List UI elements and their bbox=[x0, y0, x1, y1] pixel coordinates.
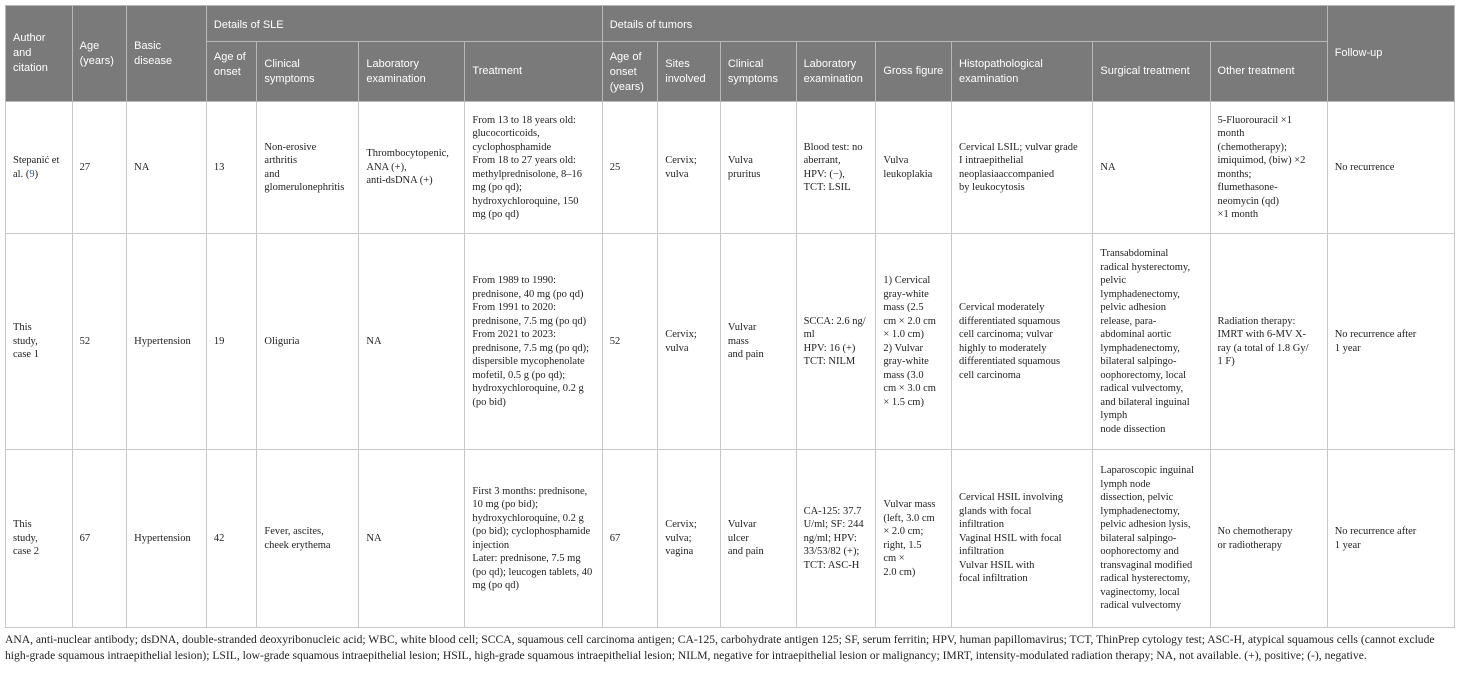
cell-sle-onset: 19 bbox=[206, 234, 256, 450]
cell-sle-onset: 13 bbox=[206, 102, 256, 234]
cell-sle-symptoms: Non-erosive arthritis and glomerulonephritis bbox=[257, 102, 359, 234]
cell-histopathology: Cervical LSIL; vulvar grade I intraepithelial neoplasiaaccompanied by leukocytosis bbox=[952, 102, 1093, 234]
cell-author: Stepanić et al. (9) bbox=[6, 102, 73, 234]
cell-sle-lab: NA bbox=[359, 450, 465, 628]
cell-tumor-lab: CA-125: 37.7 U/ml; SF: 244 ng/ml; HPV: 33/53/82 (+); TCT: ASC-H bbox=[796, 450, 876, 628]
cell-follow-up: No recurrence after 1 year bbox=[1327, 450, 1454, 628]
cell-sle-lab: Thrombocytopenic, ANA (+), anti-dsDNA (+) bbox=[359, 102, 465, 234]
table-row bbox=[6, 450, 1455, 628]
cell-follow-up: No recurrence after 1 year bbox=[1327, 234, 1454, 450]
cell-surgical: Laparoscopic inguinal lymph node dissection, pelvic lymphadenectomy, pelvic adhesion lysis, bilateral salpingo- oophorectomy and transvaginal modified radical hysterectomy, vaginectomy, local radical vulvectomy bbox=[1093, 450, 1210, 628]
cell-author: This study, case 2 bbox=[6, 450, 73, 628]
cell-tumor-symptoms: Vulva pruritus bbox=[720, 102, 796, 234]
cell-tumor-symptoms: Vulvar ulcer and pain bbox=[720, 450, 796, 628]
cell-basic-disease: Hypertension bbox=[127, 450, 207, 628]
cell-other-treatment: No chemotherapy or radiotherapy bbox=[1210, 450, 1327, 628]
header-sle-clinical-symptoms: Clinical symptoms bbox=[257, 42, 359, 102]
header-sle-treatment: Treatment bbox=[465, 42, 602, 102]
header-sle-laboratory-examination: Laboratory examination bbox=[359, 42, 465, 102]
cell-surgical: Transabdominal radical hysterectomy, pelvic lymphadenectomy, pelvic adhesion release, para- abdominal aortic lymphadenectomy, bilateral salpingo- oophorectomy, local radical vulvectomy, and bilateral inguinal lymph node dissection bbox=[1093, 234, 1210, 450]
cell-sle-onset: 42 bbox=[206, 450, 256, 628]
cell-gross-figure: Vulvar mass (left, 3.0 cm × 2.0 cm; right, 1.5 cm × 2.0 cm) bbox=[876, 450, 952, 628]
header-details-of-sle: Details of SLE bbox=[206, 6, 602, 42]
cell-sle-treatment: First 3 months: prednisone, 10 mg (po bid); hydroxychloroquine, 0.2 g (po bid); cyclophosphamide injection Later: prednisone, 7.5 mg (po qd); leucogen tablets, 40 mg (po qd) bbox=[465, 450, 602, 628]
header-tumor-age-of-onset: Age of onset (years) bbox=[602, 42, 658, 102]
cell-sle-symptoms: Fever, ascites, cheek erythema bbox=[257, 450, 359, 628]
cell-surgical: NA bbox=[1093, 102, 1210, 234]
cell-gross-figure: Vulva leukoplakia bbox=[876, 102, 952, 234]
header-other-treatment: Other treatment bbox=[1210, 42, 1327, 102]
cell-histopathology: Cervical moderately differentiated squamous cell carcinoma; vulvar highly to moderately differentiated squamous cell carcinoma bbox=[952, 234, 1093, 450]
cell-follow-up: No recurrence bbox=[1327, 102, 1454, 234]
cell-age: 27 bbox=[72, 102, 127, 234]
cell-age: 67 bbox=[72, 450, 127, 628]
cell-sle-treatment: From 1989 to 1990: prednisone, 40 mg (po qd) From 1991 to 2020: prednisone, 7.5 mg (po qd) From 2021 to 2023: prednisone, 7.5 mg (po qd); dispersible mycophenolate mofetil, 0.5 g (po qd); hydroxychloroquine, 0.2 g (po bid) bbox=[465, 234, 602, 450]
cell-sites: Cervix; vulva; vagina bbox=[658, 450, 721, 628]
header-details-of-tumors: Details of tumors bbox=[602, 6, 1327, 42]
case-comparison-table bbox=[5, 5, 1455, 628]
header-follow-up: Follow-up bbox=[1327, 6, 1454, 102]
cell-tumor-onset: 67 bbox=[602, 450, 658, 628]
header-tumor-sites-involved: Sites involved bbox=[658, 42, 721, 102]
header-histopathological-examination: Histopathological examination bbox=[952, 42, 1093, 102]
header-basic-disease: Basic disease bbox=[127, 6, 207, 102]
cell-sites: Cervix; vulva bbox=[658, 234, 721, 450]
cell-tumor-lab: SCCA: 2.6 ng/ ml HPV: 16 (+) TCT: NILM bbox=[796, 234, 876, 450]
table-footnote: ANA, anti-nuclear antibody; dsDNA, double-stranded deoxyribonucleic acid; WBC, white blood cell; SCCA, squamous cell carcinoma antigen; CA-125, carbohydrate antigen 125; SF, serum ferritin; HPV, human papillomavirus; TCT, ThinPrep cytology test; ASC-H, atypical squamous cells (cannot exclude high-grade squamous intraepithelial lesion); LSIL, low-grade squamous intraepithelial lesion; HSIL, high-grade squamous intraepithelial lesion; NILM, negative for intraepithelial lesion or malignancy; IMRT, intensity-modulated radiation therapy; NA, not available. (+), positive; (-), negative. bbox=[5, 633, 1435, 662]
cell-basic-disease: Hypertension bbox=[127, 234, 207, 450]
cell-other-treatment: Radiation therapy: IMRT with 6-MV X- ray (a total of 1.8 Gy/ 1 F) bbox=[1210, 234, 1327, 450]
header-sle-age-of-onset: Age of onset bbox=[206, 42, 256, 102]
table-row bbox=[6, 234, 1455, 450]
header-gross-figure: Gross figure bbox=[876, 42, 952, 102]
cell-author: This study, case 1 bbox=[6, 234, 73, 450]
cell-tumor-onset: 52 bbox=[602, 234, 658, 450]
cell-tumor-lab: Blood test: no aberrant, HPV: (−), TCT: LSIL bbox=[796, 102, 876, 234]
table-row bbox=[6, 102, 1455, 234]
header-tumor-laboratory-examination: Laboratory examination bbox=[796, 42, 876, 102]
cell-tumor-symptoms: Vulvar mass and pain bbox=[720, 234, 796, 450]
cell-histopathology: Cervical HSIL involving glands with focal infiltration Vaginal HSIL with focal infiltration Vulvar HSIL with focal infiltration bbox=[952, 450, 1093, 628]
cell-sle-symptoms: Oliguria bbox=[257, 234, 359, 450]
header-author: Author and citation bbox=[6, 6, 73, 102]
header-age: Age (years) bbox=[72, 6, 127, 102]
cell-gross-figure: 1) Cervical gray-white mass (2.5 cm × 2.0 cm × 1.0 cm) 2) Vulvar gray-white mass (3.0 cm × 3.0 cm × 1.5 cm) bbox=[876, 234, 952, 450]
cell-basic-disease: NA bbox=[127, 102, 207, 234]
cell-age: 52 bbox=[72, 234, 127, 450]
cell-sle-lab: NA bbox=[359, 234, 465, 450]
citation-link[interactable]: 9 bbox=[29, 168, 35, 180]
cell-other-treatment: 5-Fluorouracil ×1 month (chemotherapy); imiquimod, (biw) ×2 months; flumethasone- neomycin (qd) ×1 month bbox=[1210, 102, 1327, 234]
cell-tumor-onset: 25 bbox=[602, 102, 658, 234]
cell-sle-treatment: From 13 to 18 years old: glucocorticoids, cyclophosphamide From 18 to 27 years old: methylprednisolone, 8–16 mg (po qd); hydroxychloroquine, 150 mg (po qd) bbox=[465, 102, 602, 234]
header-surgical-treatment: Surgical treatment bbox=[1093, 42, 1210, 102]
header-tumor-clinical-symptoms: Clinical symptoms bbox=[720, 42, 796, 102]
cell-sites: Cervix; vulva bbox=[658, 102, 721, 234]
